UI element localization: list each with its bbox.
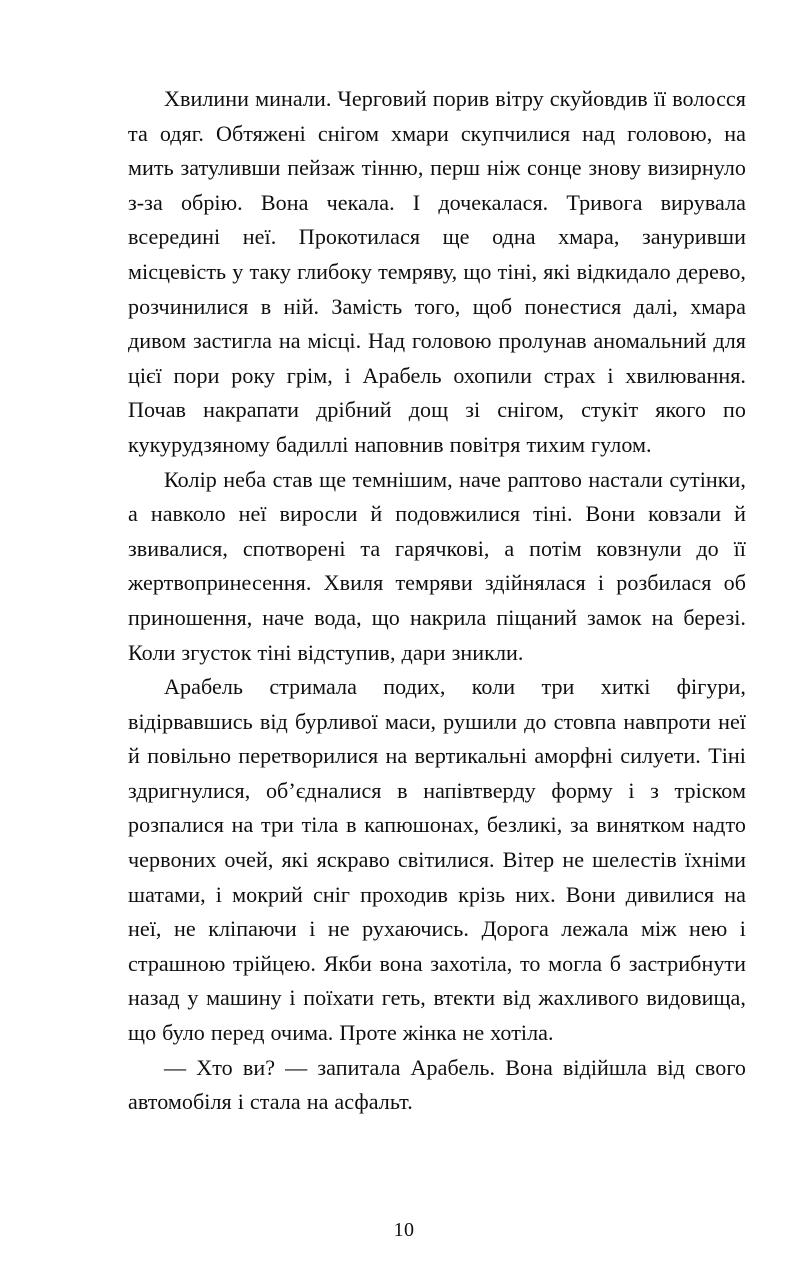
page-number: 10 <box>393 1219 415 1241</box>
paragraph: Арабель стримала подих, коли три хиткі фігури, відірвавшись від бурливої маси, рушили до стовпа навпроти неї й повільно перетворилися на вертикальні аморфні силуети. Тіні здригнулися, об’єдналися в напівтверду форму і з тріском розпалися на три тіла в капюшонах, безликі, за винятком надто червоних очей, які яскраво світилися. Вітер не шелестів їхніми шатами, і мокрий сніг проходив крізь них. Вони дивилися на неї, не кліпаючи і не рухаючись. Дорога лежала між нею і страшною трійцею. Якби вона захотіла, то могла б застрибнути назад у машину і поїхати геть, втекти від жахливого видовища, що було перед очима. Проте жінка не хотіла. <box>128 674 746 1046</box>
paragraph: — Хто ви? — запитала Арабель. Вона відійшла від свого автомобіля і стала на асфальт. <box>128 1054 746 1115</box>
paragraph: Хвилини минали. Черговий порив вітру скуйовдив її волосся та одяг. Обтяжені снігом хмари скупчилися над головою, на мить затуливши пейзаж тінню, перш ніж сонце знову визирнуло з-за обрію. Вона чекала. І дочекалася. Тривога вирувала всередині неї. Прокотилася ще одна хмара, зануривши місцевість у таку глибоку темряву, що тіні, які відкидало дерево, розчинилися в ній. Замість того, щоб понестися далі, хмара дивом застигла на місці. Над головою пролунав аномальний для цієї пори року грім, і Арабель охопили страх і хвилювання. Почав накрапати дрібний дощ зі снігом, стукіт якого по кукурудзяному бадиллі наповнив повітря тихим гулом. <box>128 86 746 457</box>
paragraph: Колір неба став ще темнішим, наче раптово настали сутінки, а навколо неї виросли й подовжилися тіні. Вони ковзали й звивалися, спотворені та гарячкові, а потім ковзнули до її жертвопринесення. Хвиля темряви здійнялася і розбилася об приношення, наче вода, що накрила піщаний замок на березі. Коли згусток тіні відступив, дари зникли. <box>128 466 746 665</box>
page-body <box>128 82 746 1120</box>
